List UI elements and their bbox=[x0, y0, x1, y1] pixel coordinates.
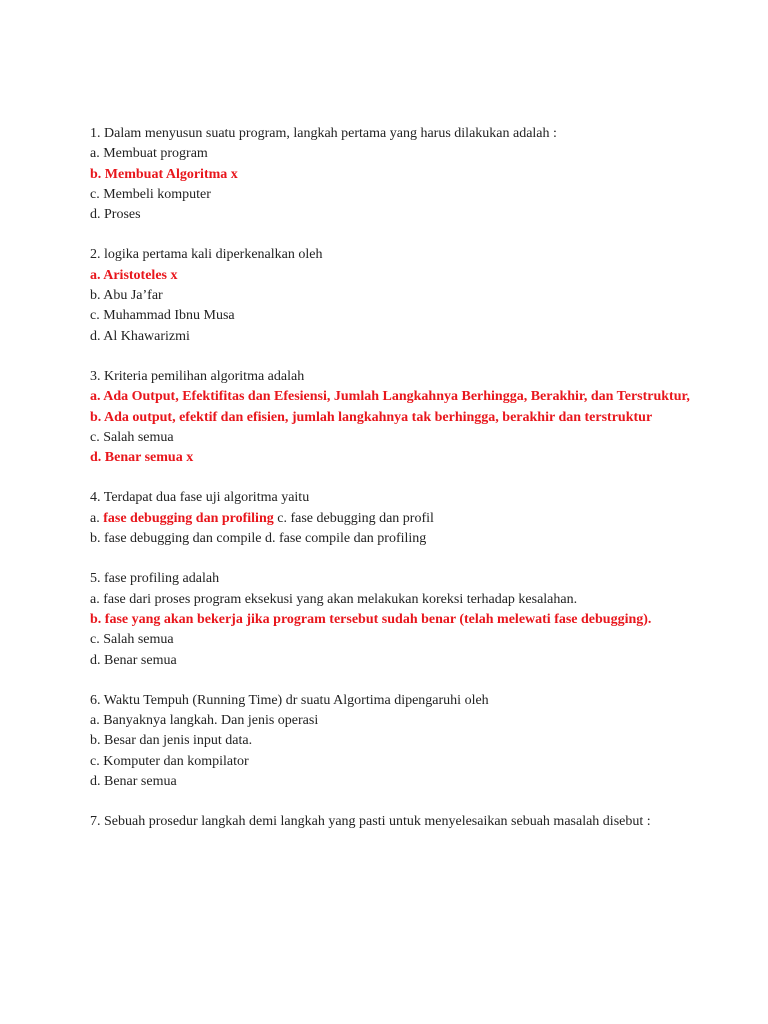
question-1-option-c: c. Membeli komputer bbox=[90, 186, 211, 202]
question-2-text: 2. logika pertama kali diperkenalkan oleh bbox=[90, 247, 323, 263]
question-6-option-b: b. Besar dan jenis input data. bbox=[90, 733, 253, 749]
question-5-option-a: a. fase dari proses program eksekusi yang akan melakukan koreksi terhadap kesalahan. bbox=[90, 591, 578, 607]
question-1-option-d: d. Proses bbox=[90, 207, 141, 223]
question-1-option-a: a. Membuat program bbox=[90, 146, 208, 162]
question-6-text: 6. Waktu Tempuh (Running Time) dr suatu Algortima dipengaruhi oleh bbox=[90, 692, 489, 708]
question-4 bbox=[90, 488, 690, 549]
quiz-content bbox=[90, 124, 690, 833]
question-2-option-a-answer: a. Aristoteles x bbox=[90, 267, 178, 283]
question-4-text: 4. Terdapat dua fase uji algoritma yaitu bbox=[90, 490, 310, 506]
question-3-option-c: c. Salah semua bbox=[90, 429, 174, 445]
question-4-option-a-prefix: a. bbox=[90, 510, 104, 526]
question-3 bbox=[90, 367, 690, 468]
question-7-text: 7. Sebuah prosedur langkah demi langkah yang pasti untuk menyelesaikan sebuah masalah disebut : bbox=[90, 814, 651, 830]
question-2 bbox=[90, 245, 690, 346]
question-5-option-b-answer: b. fase yang akan bekerja jika program tersebut sudah benar (telah melewati fase debugging). bbox=[90, 611, 652, 627]
question-1 bbox=[90, 124, 690, 225]
question-3-text: 3. Kriteria pemilihan algoritma adalah bbox=[90, 368, 305, 384]
question-2-option-d: d. Al Khawarizmi bbox=[90, 328, 190, 344]
question-4-options-a-c bbox=[90, 509, 690, 529]
question-3-option-b-answer: b. Ada output, efektif dan efisien, jumlah langkahnya tak berhingga, berakhir dan terstruktur bbox=[90, 409, 653, 425]
question-3-option-a-answer: a. Ada Output, Efektifitas dan Efesiensi, Jumlah Langkahnya Berhingga, Berakhir, dan Terstruktur, bbox=[90, 389, 690, 405]
question-6-option-a: a. Banyaknya langkah. Dan jenis operasi bbox=[90, 713, 319, 729]
question-7 bbox=[90, 812, 690, 832]
question-4-option-c: c. fase debugging dan profil bbox=[273, 510, 434, 526]
question-6-option-d: d. Benar semua bbox=[90, 774, 177, 790]
question-2-option-b: b. Abu Ja’far bbox=[90, 288, 163, 304]
question-5-option-d: d. Benar semua bbox=[90, 652, 177, 668]
question-5-text: 5. fase profiling adalah bbox=[90, 571, 220, 587]
question-5 bbox=[90, 569, 690, 670]
question-4-option-a-answer: fase debugging dan profiling bbox=[103, 510, 274, 526]
question-6-option-c: c. Komputer dan kompilator bbox=[90, 753, 249, 769]
question-1-text: 1. Dalam menyusun suatu program, langkah pertama yang harus dilakukan adalah : bbox=[90, 126, 557, 141]
question-6 bbox=[90, 691, 690, 792]
question-5-option-c: c. Salah semua bbox=[90, 632, 174, 648]
question-3-option-d-answer: d. Benar semua x bbox=[90, 450, 194, 466]
question-4-options-b-d: b. fase debugging dan compile d. fase compile dan profiling bbox=[90, 531, 427, 547]
question-1-option-b-answer: b. Membuat Algoritma x bbox=[90, 166, 238, 182]
question-2-option-c: c. Muhammad Ibnu Musa bbox=[90, 308, 235, 324]
